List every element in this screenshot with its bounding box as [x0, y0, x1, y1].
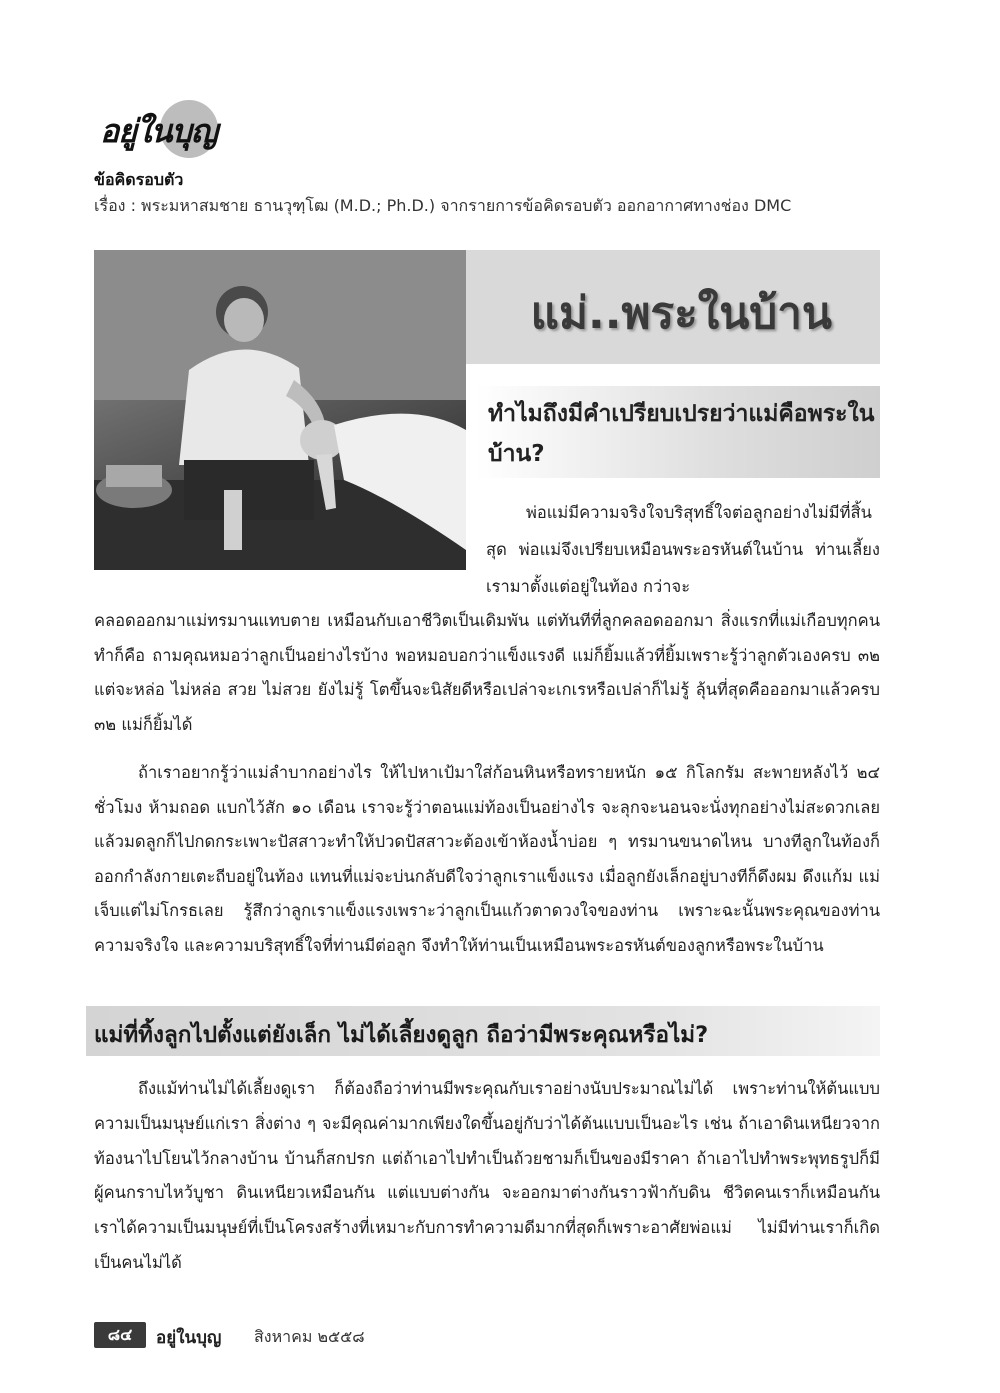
logo-text: อยู่ในบุญ [100, 112, 218, 150]
question-two: แม่ที่ทิ้งลูกไปตั้งแต่ยังเล็ก ไม่ได้เลี้ยงดูลูก ถือว่ามีพระคุณหรือไม่? [94, 1022, 709, 1048]
paragraph-one-start-text: พ่อแม่มีความจริงใจบริสุทธิ์ใจต่อลูกอย่างไม่มีที่สิ้นสุด พ่อแม่จึงเปรียบเหมือนพระอรหันต์ในบ้าน ท่านเลี้ยงเรามาตั้งแต่อยู่ในท้อง กว่าจะ [486, 503, 880, 596]
title-box [466, 250, 880, 364]
paragraph-two: ถ้าเราอยากรู้ว่าแม่ลำบากอย่างไร ให้ไปหาเป้มาใส่ก้อนหินหรือทรายหนัก ๑๕ กิโลกรัม สะพายหลังไว้ ๒๔ ชั่วโมง ห้ามถอด แบกไว้สัก ๑๐ เดือน เราจะรู้ว่าตอนแม่ท้องเป็นอย่างไร จะลุกจะนอนจะนั่งทุกอย่างไม่สะดวกเลย แล้วมดลูกก็ไปกดกระเพาะปัสสาวะทำให้ปวดปัสสาวะต้องเข้าห้องน้ำบ่อย ๆ ทรมานขนาดไหน บางทีลูกในท้องก็ออกกำลังกายเตะถีบอยู่ในท้อง แทนที่แม่จะบ่นกลับดีใจว่าลูกเราแข็งแรง เมื่อลูกยังเล็กอยู่บางทีก็ดึงผม ดึงแก้ม แม่เจ็บแต่ไม่โกรธเลย รู้สึกว่าลูกเราแข็งแรงเพราะว่าลูกเป็นแก้วตาดวงใจของท่าน เพราะฉะนั้นพระคุณของท่าน ความจริงใจ และความบริสุทธิ์ใจที่ท่านมีต่อลูก จึงทำให้ท่านเป็นเหมือนพระอรหันต์ของลูกหรือพระในบ้าน [94, 763, 880, 955]
paragraph-one-continued: คลอดออกมาแม่ทรมานแทบตาย เหมือนกับเอาชีวิตเป็นเดิมพัน แต่ทันทีที่ลูกคลอดออกมา สิ่งแรกที่แม่เกือบทุกคนทำก็คือ ถามคุณหมอว่าลูกเป็นอย่างไรบ้าง พอหมอบอกว่าแข็งแรงดี แม่ก็ยิ้มแล้วที่ยิ้มเพราะรู้ว่าลูกตัวเองครบ ๓๒ แต่จะหล่อ ไม่หล่อ สวย ไม่สวย ยังไม่รู้ โตขึ้นจะนิสัยดีหรือเปล่าจะเกเรหรือเปล่าก็ไม่รู้ ลุ้นที่สุดคือออกมาแล้วครบ ๓๒ แม่ก็ยิ้มได้ [94, 611, 880, 734]
byline: เรื่อง : พระมหาสมชาย ธานวุฑฺโฒ (M.D.; Ph.D.) จากรายการข้อคิดรอบตัว ออกอากาศทางช่อง DMC [94, 196, 792, 215]
question-one: ทำไมถึงมีคำเปรียบเปรยว่าแม่คือพระในบ้าน? [488, 401, 875, 467]
paragraph-three: ถึงแม้ท่านไม่ได้เลี้ยงดูเรา ก็ต้องถือว่าท่านมีพระคุณกับเราอย่างนับประมาณไม่ได้ เพราะท่านให้ต้นแบบความเป็นมนุษย์แก่เรา สิ่งต่าง ๆ จะมีคุณค่ามากเพียงใดขึ้นอยู่กับว่าได้ต้นแบบเป็นอะไร เช่น ถ้าเอาดินเหนียวจากท้องนาไปโยนไว้กลางบ้าน บ้านก็สกปรก แต่ถ้าเอาไปทำเป็นถ้วยชามก็เป็นของมีราคา ถ้าเอาไปทำพระพุทธรูปก็มีผู้คนกราบไหว้บูชา ดินเหนียวเหมือนกัน แต่แบบต่างกัน จะออกมาต่างกันราวฟ้ากับดิน ชีวิตคนเราก็เหมือนกัน เราได้ความเป็นมนุษย์ที่เป็นโครงสร้างที่เหมาะกับการทำความดีมากที่สุดก็เพราะอาศัยพ่อแม่ ไม่มีท่านเราก็เกิดเป็นคนไม่ได้ [94, 1079, 880, 1272]
question-one-box [476, 386, 880, 478]
column-title: ข้อคิดรอบตัว [94, 170, 184, 189]
article-photo [94, 250, 466, 570]
page-number: ๘๔ [94, 1322, 146, 1348]
magazine-logo [92, 98, 232, 160]
article-title: แม่..พระในบ้าน [530, 288, 832, 339]
footer-issue-date: สิงหาคม ๒๕๕๘ [254, 1327, 365, 1346]
question-two-box [86, 1006, 880, 1056]
paragraph-one-start [486, 494, 880, 605]
footer-magazine-name: อยู่ในบุญ [156, 1328, 222, 1348]
